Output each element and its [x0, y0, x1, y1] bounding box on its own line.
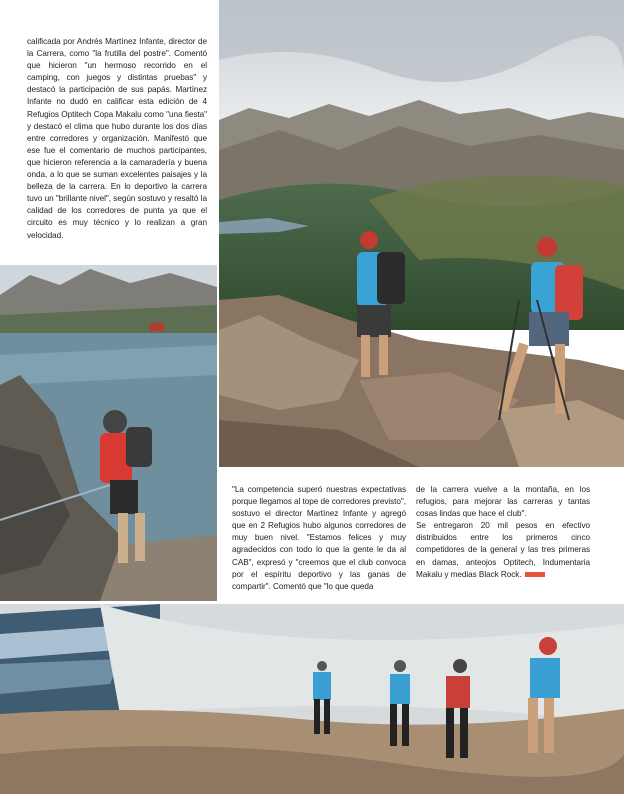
article-paragraph: "La competencia superó nuestras expectativas porque llegamos al tope de corredores previsto", sostuvo el director Martínez Infante y agregó que en 2 Refugios hubo algunos corredores de muy buen nivel. "Estamos felices y muy agradecidos con todo lo que la gente le da al CAB", expresó y "creemos que el club convoca por el espíritu deportivo y las ganas de compartir". Comentó que "lo que queda [232, 485, 406, 591]
article-column-right [416, 484, 590, 581]
photo-climber-lake [0, 265, 217, 601]
article-column-middle [232, 484, 406, 593]
article-paragraph: de la carrera vuelve a la montaña, en los refugios, para mejorar las carreras y tantas cosas lindas que hace el club". [416, 485, 590, 519]
photo-runners-ridge [0, 604, 624, 794]
photo-hikers-summit-valley [219, 0, 624, 467]
article-paragraph: calificada por Andrés Martínez Infante, director de la Carrera, como "la frutilla del postre". Comentó que hicieron "un hermoso recorrido en el camping, con juegos y distintas pruebas" y destacó la participación de sus papás. Martínez Infante no dudó en calificar esta edición de 4 Refugios Optitech Copa Makalu como "una fiesta" y destacó el clima que hubo durante los dos días entre corredores y organización. Manifestó que ese fue el comentario de muchos participantes, que hicieron referencia a la camaradería y buena onda, a lo que se suman excelentes paisajes y la belleza de la carrera. En lo deportivo la carrera tuvo un "brillante nivel", según sostuvo y resaltó la calidad de los corredores de punta ya que el circuito es muy técnico y lo realizan a gran velocidad. [27, 37, 207, 240]
article-column-top-left [27, 36, 207, 242]
article-paragraph-final: Se entregaron 20 mil pesos en efectivo distribuidos entre los primeros cinco competidores de la general y las tres primeras en damas, anteojos Optitech, Indumentaria Makalu y medias Black Rock. [416, 521, 590, 579]
article-end-mark [525, 572, 545, 577]
